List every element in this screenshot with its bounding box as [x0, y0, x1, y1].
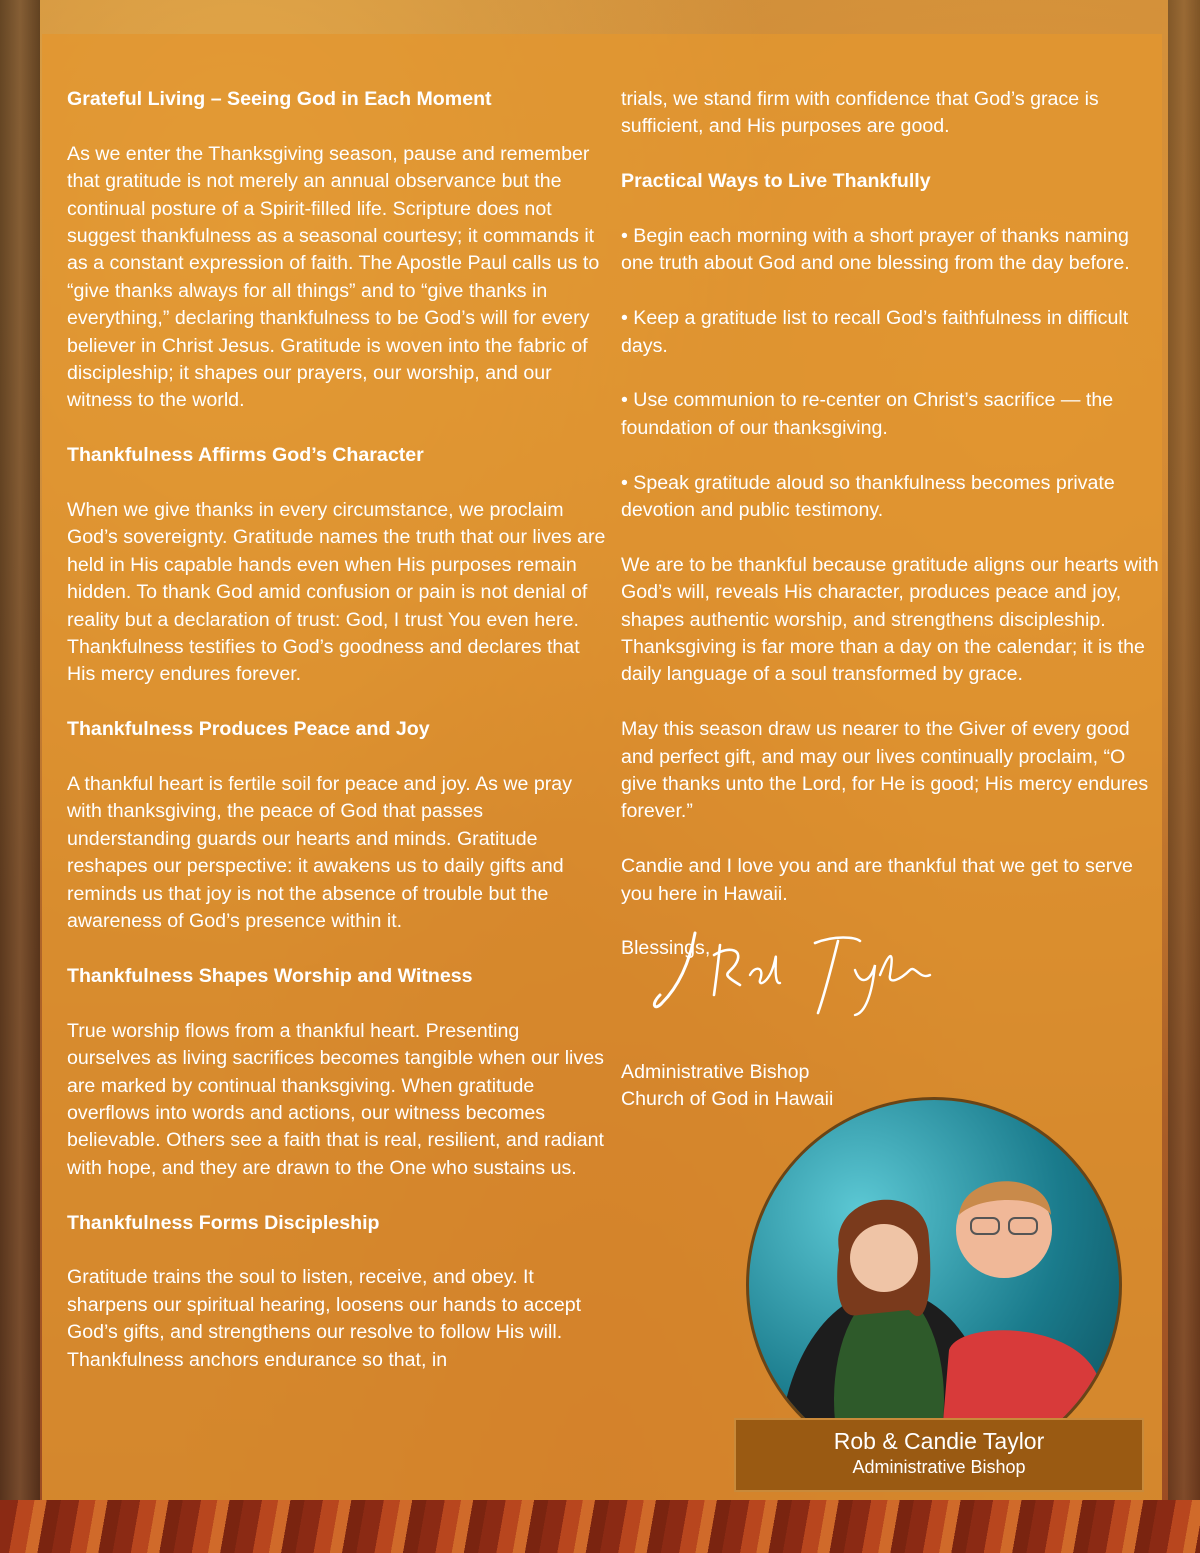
- heading-worship-witness: Thankfulness Shapes Worship and Witness: [67, 964, 473, 987]
- list-item: • Keep a gratitude list to recall God’s faithfulness in difficult days.: [621, 307, 1129, 357]
- handwritten-signature: [650, 925, 940, 1020]
- signer-organization: Church of God in Hawaii: [621, 1088, 834, 1111]
- paragraph-blessing: May this season draw us nearer to the Giver of every good and perfect gift, and may our lives continually proclaim, “O give thanks unto the Lord, for He is good; His mercy endures forever.”: [621, 718, 1149, 823]
- paragraph-intro: As we enter the Thanksgiving season, pause and remember that gratitude is not merely an annual observance but the continual posture of a Spirit-filled life. Scripture does not suggest thankfulness as a seasonal courtesy; it commands it as a constant expression of faith. The Apostle Paul calls us to “give thanks always for all things” and to “give thanks in everything,” declaring thankfulness to be God’s will for every believer in Christ Jesus. Gratitude is woven into the fabric of discipleship; it shapes our prayers, our worship, and our witness to the world.: [67, 142, 600, 412]
- paragraph-worship-witness: True worship flows from a thankful heart. Presenting ourselves as living sacrifices becomes tangible when our lives are marked by continual thanksgiving. When gratitude overflows into words and actions, our witness becomes believable. Others see a faith that is real, resilient, and radiant with hope, and they are drawn to the One who sustains us.: [67, 1019, 604, 1179]
- list-item: • Use communion to re-center on Christ’s sacrifice — the foundation of our thanksgiving.: [621, 389, 1114, 439]
- paragraph-discipleship: Gratitude trains the soul to listen, receive, and obey. It sharpens our spiritual hearing, loosens our hands to accept God’s gifts, and strengthens our resolve to follow His will. Thankfulness anchors endurance so that, in: [67, 1266, 582, 1371]
- heading-peace-joy: Thankfulness Produces Peace and Joy: [67, 718, 430, 741]
- paragraph-summary: We are to be thankful because gratitude aligns our hearts with God’s will, reveals His character, produces peace and joy, shapes authentic worship, and strengthens discipleship. Thanksgiving is far more than a day on the calendar; it is the daily language of a soul transformed by grace.: [621, 553, 1159, 686]
- caption-role: Administrative Bishop: [852, 1457, 1026, 1477]
- paragraph-continued: trials, we stand firm with confidence that God’s grace is sufficient, and His purposes are good.: [621, 88, 1099, 138]
- heading-grateful-living: Grateful Living – Seeing God in Each Moment: [67, 88, 492, 110]
- closing-text: Blessings,: [621, 937, 711, 960]
- heading-practical-ways: Practical Ways to Live Thankfully: [621, 170, 931, 193]
- left-column: [67, 86, 607, 1401]
- heading-affirms-character: Thankfulness Affirms God’s Character: [67, 444, 424, 467]
- bullet-list: [621, 223, 1161, 524]
- list-item: • Speak gratitude aloud so thankfulness becomes private devotion and public testimony.: [621, 471, 1115, 522]
- list-item: • Begin each morning with a short prayer of thanks naming one truth about God and one blessing from the day before.: [621, 225, 1130, 275]
- photo-illustration: [749, 1100, 1119, 1470]
- paragraph-love: Candie and I love you and are thankful that we get to serve you here in Hawaii.: [621, 855, 1133, 905]
- photo-caption: [734, 1418, 1144, 1492]
- tree-trunk-right: [1168, 0, 1200, 1553]
- couple-photo: [746, 1097, 1122, 1473]
- fallen-leaves-strip: [0, 1500, 1200, 1553]
- caption-names: Rob & Candie Taylor: [833, 1428, 1045, 1454]
- paragraph-character: When we give thanks in every circumstance, we proclaim God’s sovereignty. Gratitude names the truth that our lives are held in His capable hands even when His purposes remain hidden. To thank God amid confusion or pain is not denial of reality but a declaration of trust: God, I trust You even here. Thankfulness testifies to God’s goodness and declares that His mercy endures forever.: [67, 499, 606, 686]
- heading-discipleship: Thankfulness Forms Discipleship: [67, 1211, 380, 1234]
- paragraph-peace-joy: A thankful heart is fertile soil for peace and joy. As we pray with thanksgiving, the peace of God that passes understanding guards our hearts and minds. Gratitude reshapes our perspective: it awakens us to daily gifts and reminds us that joy is not the absence of trouble but the awareness of God’s presence within it.: [67, 773, 572, 933]
- signer-title: Administrative Bishop: [621, 1060, 810, 1083]
- tree-trunk-left: [0, 0, 40, 1553]
